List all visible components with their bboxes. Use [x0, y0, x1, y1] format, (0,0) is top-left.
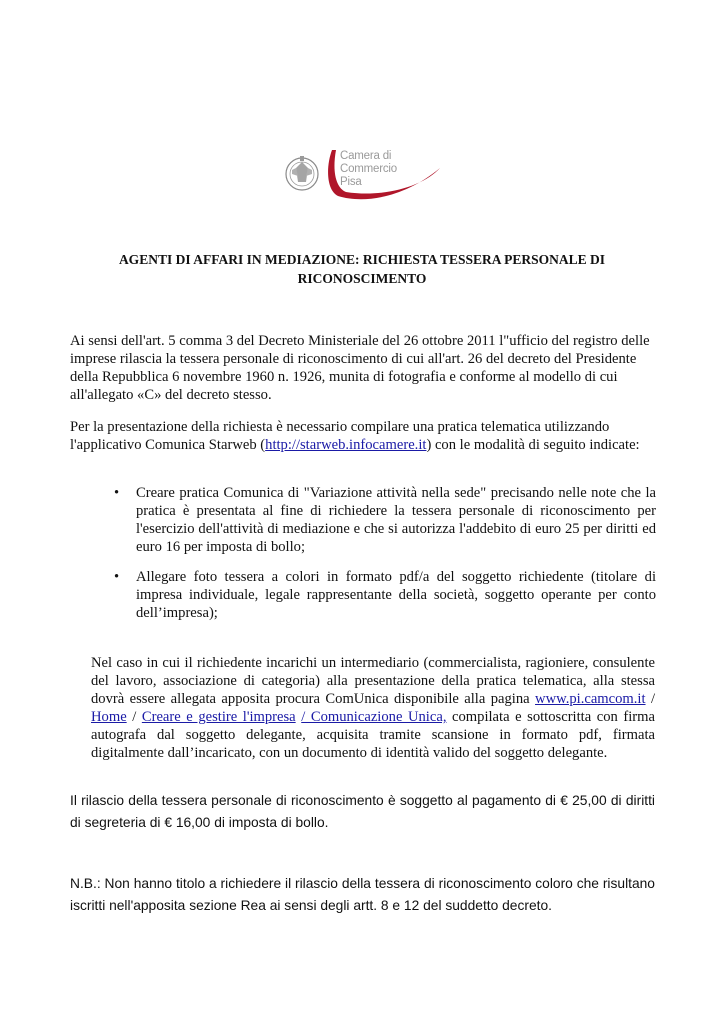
- instruction-list: [70, 484, 656, 634]
- seal-icon: [284, 148, 320, 196]
- intermediary-text-2: compilata e sottoscritta con firma autografa dal soggetto delegante, acquisita tramite scansione in formato pdf, firmata digitalmente dall’incaricato, con un documento di identità valido del soggetto delegante.: [91, 709, 655, 761]
- logo-text: [340, 150, 444, 189]
- logo-line-2: Pisa: [340, 176, 362, 188]
- document-title: [70, 250, 654, 288]
- chamber-logo: [284, 146, 444, 204]
- title-line-1: AGENTI DI AFFARI IN MEDIAZIONE: RICHIESTA TESSERA PERSONALE DI: [118, 252, 606, 267]
- list-item-text: Allegare foto tessera a colori in formato pdf/a del soggetto richiedente (titolare di impresa individuale, legale rappresentante della società, soggetto operante per conto dell’impresa);: [136, 569, 656, 621]
- starweb-paragraph: [70, 418, 655, 454]
- starweb-text-after: ) con le modalità di seguito indicate:: [426, 437, 640, 453]
- note-paragraph: N.B.: Non hanno titolo a richiedere il rilascio della tessera di riconoscimento coloro che risultano iscritti nell'apposita sezione Rea ai sensi degli artt. 8 e 12 del suddetto decreto.: [70, 876, 655, 913]
- home-link[interactable]: Home: [91, 709, 127, 725]
- intermediary-paragraph: [91, 654, 655, 762]
- intro-paragraph: Ai sensi dell'art. 5 comma 3 del Decreto Ministeriale del 26 ottobre 2011 l"ufficio del registro delle imprese rilascia la tessera personale di riconoscimento di cui all'art. 26 del decreto del Presidente della Repubblica 6 novembre 1960 n. 1926, munita di fotografia e conforme al modello di cui all'allegato «C» del decreto stesso.: [70, 333, 650, 403]
- starweb-text-before: Per la presentazione della richiesta è necessario compilare una pratica telematica utilizzando l'applicativo Comunica Starweb (: [70, 419, 610, 453]
- list-item: [70, 484, 656, 556]
- list-item-text: Creare pratica Comunica di "Variazione attività nella sede" precisando nelle note che la pratica è presentata al fine di richiedere la tessera personale di riconoscimento per l'esercizio dell'attività di mediazione e che si autorizza l'addebito di euro 25 per diritti ed euro 16 per imposta di bollo;: [136, 485, 656, 555]
- intermediary-text-1: Nel caso in cui il richiedente incarichi un intermediario (commercialista, ragioniere, consulente del lavoro, associazione di categoria) alla presentazione della pratica telematica, alla stessa dovrà essere allegata apposita procura ComUnica disponibile alla pagina: [91, 655, 655, 707]
- bullet-marker: •: [114, 485, 120, 501]
- list-item: [70, 568, 656, 622]
- separator: /: [645, 691, 655, 707]
- logo-line-1: Camera di Commercio: [340, 150, 397, 175]
- bullet-marker: •: [114, 569, 120, 585]
- comunicazione-unica-link[interactable]: / Comunicazione Unica,: [301, 709, 447, 725]
- starweb-link[interactable]: http://starweb.infocamere.it: [265, 437, 427, 453]
- camcom-link[interactable]: www.pi.camcom.it: [535, 691, 646, 707]
- creare-impresa-link[interactable]: Creare e gestire l'impresa: [141, 709, 296, 725]
- separator: /: [126, 709, 142, 725]
- fee-paragraph: Il rilascio della tessera personale di riconoscimento è soggetto al pagamento di € 25,00 di diritti di segreteria di € 16,00 di imposta di bollo.: [70, 793, 655, 830]
- title-line-2: RICONOSCIMENTO: [297, 271, 427, 286]
